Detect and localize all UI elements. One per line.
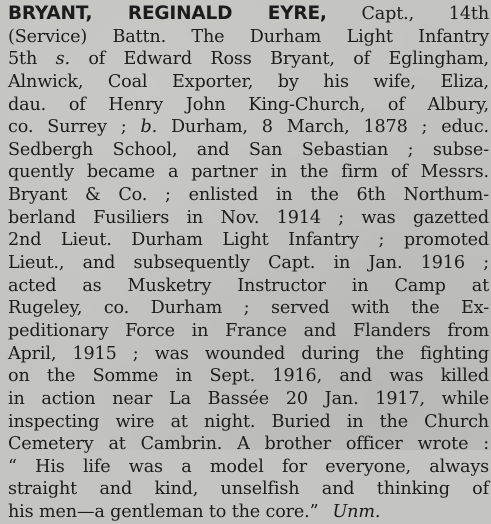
entry-line-19: inspecting wire at night. Buried in the Church xyxy=(8,411,489,432)
entry-line-14: Rugeley, co. Durham ; served with the Ex- xyxy=(8,298,489,319)
entry-line-5: dau. of Henry John King-Church, of Albury, xyxy=(8,94,489,115)
entry-line-2: (Service) Battn. The Durham Light Infantry xyxy=(8,26,489,47)
entry-abbrev-born: b. xyxy=(140,117,158,138)
biographical-entry xyxy=(8,3,489,524)
entry-line-18: in action near La Bassée 20 Jan. 1917, while xyxy=(8,388,489,409)
entry-line-4: Alnwick, Coal Exporter, by his wife, Eliza, xyxy=(8,71,489,92)
entry-unmarried-note: Unm. xyxy=(332,502,381,523)
entry-line-9: Bryant & Co. ; enlisted in the 6th Northum- xyxy=(8,185,489,206)
entry-line-7: Sedbergh School, and San Sebastian ; subse- xyxy=(8,139,489,160)
entry-line-22: straight and kind, unselfish and thinking of xyxy=(8,479,489,500)
entry-line-13: acted as Musketry Instructor in Camp at xyxy=(8,275,489,296)
entry-line-11: 2nd Lieut. Durham Light Infantry ; promoted xyxy=(8,230,489,251)
entry-line-16: April, 1915 ; was wounded during the fighting xyxy=(8,343,489,364)
entry-text-segment: his men—a gentleman to the core.” xyxy=(8,502,319,523)
entry-line-10: berland Fusiliers in Nov. 1914 ; was gazetted xyxy=(8,207,489,228)
entry-line-21: “ His life was a model for everyone, always xyxy=(8,456,489,477)
entry-line-12: Lieut., and subsequently Capt. in Jan. 1916 ; xyxy=(8,253,489,274)
entry-heading-name: BRYANT, REGINALD EYRE, xyxy=(8,3,327,24)
entry-text-segment: co. Surrey ; xyxy=(8,117,127,138)
entry-text-segment: of Edward Ross Bryant, of Eglingham, xyxy=(88,49,489,70)
entry-line-8: quently became a partner in the firm of Messrs. xyxy=(8,162,489,183)
entry-line-6 xyxy=(8,116,489,139)
entry-abbrev-son: s. xyxy=(55,49,70,70)
entry-line-3 xyxy=(8,48,489,71)
entry-text-segment: Capt., 14th xyxy=(361,4,489,24)
entry-line-23 xyxy=(8,501,489,524)
entry-line-15: peditionary Force in France and Flanders from xyxy=(8,320,489,341)
entry-text-segment: Durham, 8 March, 1878 ; educ. xyxy=(170,117,489,138)
entry-line-20: Cemetery at Cambrin. A brother officer wrote : xyxy=(8,434,489,455)
entry-text-segment: 5th xyxy=(8,49,38,70)
entry-line-17: on the Somme in Sept. 1916, and was killed xyxy=(8,366,489,387)
entry-line-1 xyxy=(8,3,489,26)
